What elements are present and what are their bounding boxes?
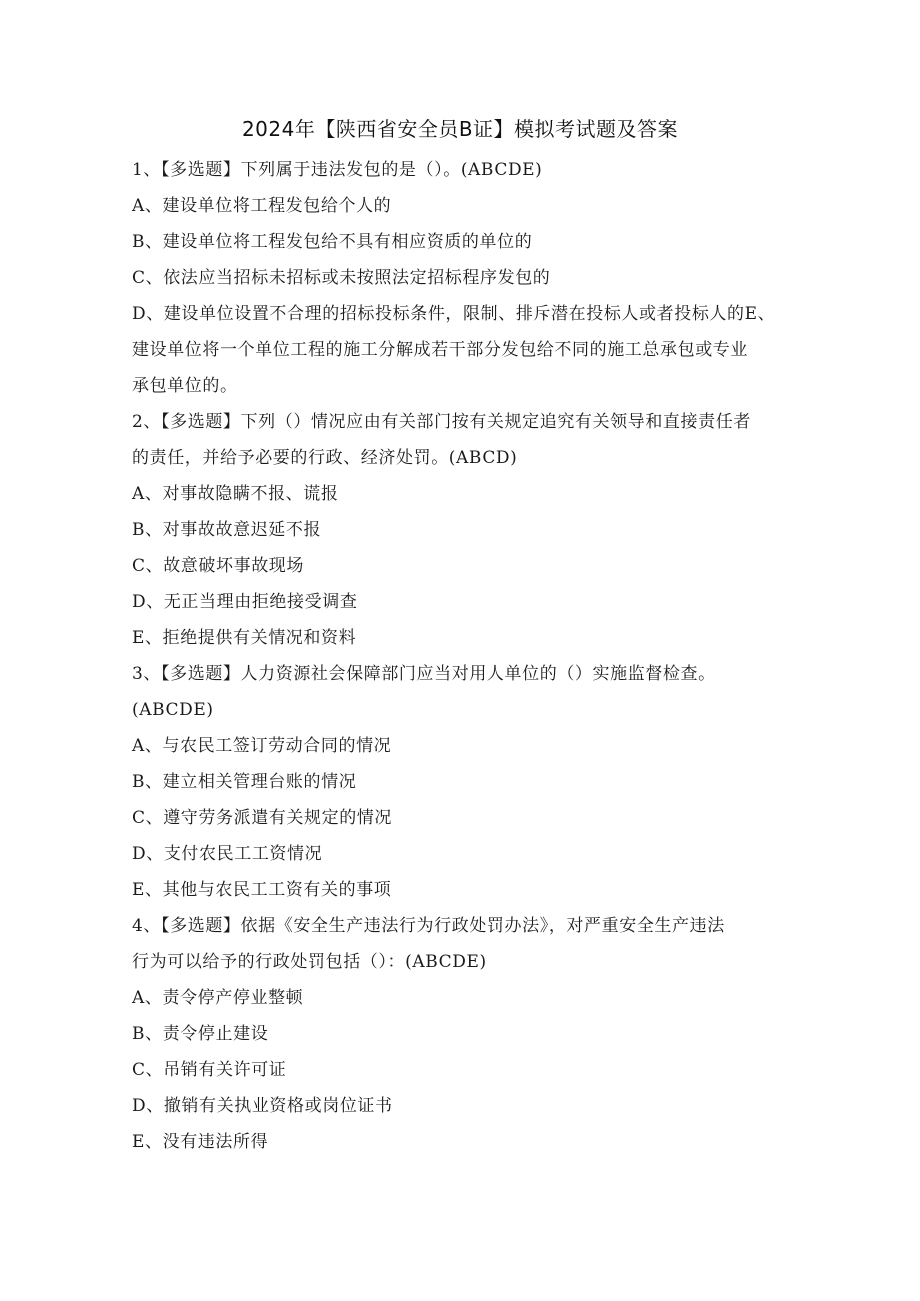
question-stem-line: (ABCDE): [132, 700, 214, 720]
question-stem-line: 4、【多选题】依据《安全生产违法行为行政处罚办法》，对严重安全生产违法: [132, 916, 725, 936]
answer-option: D、建设单位设置不合理的招标投标条件，限制、排斥潜在投标人或者投标人的E、: [132, 304, 776, 324]
answer-option: A、建设单位将工程发包给个人的: [132, 196, 392, 216]
question-stem-line: 1、【多选题】下列属于违法发包的是（）。(ABCDE): [132, 160, 543, 180]
question-stem-line: 2、【多选题】下列（）情况应由有关部门按有关规定追究有关领导和直接责任者: [132, 412, 751, 432]
answer-option: D、撤销有关执业资格或岗位证书: [132, 1096, 393, 1116]
answer-option: B、建设单位将工程发包给不具有相应资质的单位的: [132, 232, 533, 252]
answer-option: B、责令停止建设: [132, 1024, 269, 1044]
question-stem-line: 3、【多选题】人力资源社会保障部门应当对用人单位的（）实施监督检查。: [132, 664, 716, 684]
answer-option: 建设单位将一个单位工程的施工分解成若干部分发包给不同的施工总承包或专业: [132, 340, 748, 360]
answer-option: A、与农民工签订劳动合同的情况: [132, 736, 392, 756]
answer-option: B、建立相关管理台账的情况: [132, 772, 357, 792]
question-list: [132, 152, 802, 1160]
document-title: 2024年【陕西省安全员B证】模拟考试题及答案: [241, 117, 679, 141]
answer-option: C、遵守劳务派遣有关规定的情况: [132, 808, 393, 828]
answer-option: A、责令停产停业整顿: [132, 988, 304, 1008]
question-stem-line: 的责任，并给予必要的行政、经济处罚。(ABCD): [132, 448, 518, 468]
question-4: [132, 908, 802, 1160]
answer-option: C、故意破坏事故现场: [132, 556, 305, 576]
answer-option: B、对事故故意迟延不报: [132, 520, 322, 540]
question-1: [132, 152, 802, 404]
question-3: [132, 656, 802, 908]
answer-option: E、拒绝提供有关情况和资料: [132, 628, 357, 648]
answer-option: A、对事故隐瞒不报、谎报: [132, 484, 339, 504]
answer-option: D、无正当理由拒绝接受调查: [132, 592, 358, 612]
answer-option: D、支付农民工工资情况: [132, 844, 323, 864]
question-stem-line: 行为可以给予的行政处罚包括（）：(ABCDE): [132, 952, 487, 972]
answer-option: C、依法应当招标未招标或未按照法定招标程序发包的: [132, 268, 551, 288]
answer-option: E、没有违法所得: [132, 1132, 269, 1152]
answer-option: 承包单位的。: [132, 376, 238, 396]
question-2: [132, 404, 802, 656]
answer-option: C、吊销有关许可证: [132, 1060, 287, 1080]
answer-option: E、其他与农民工工资有关的事项: [132, 880, 392, 900]
